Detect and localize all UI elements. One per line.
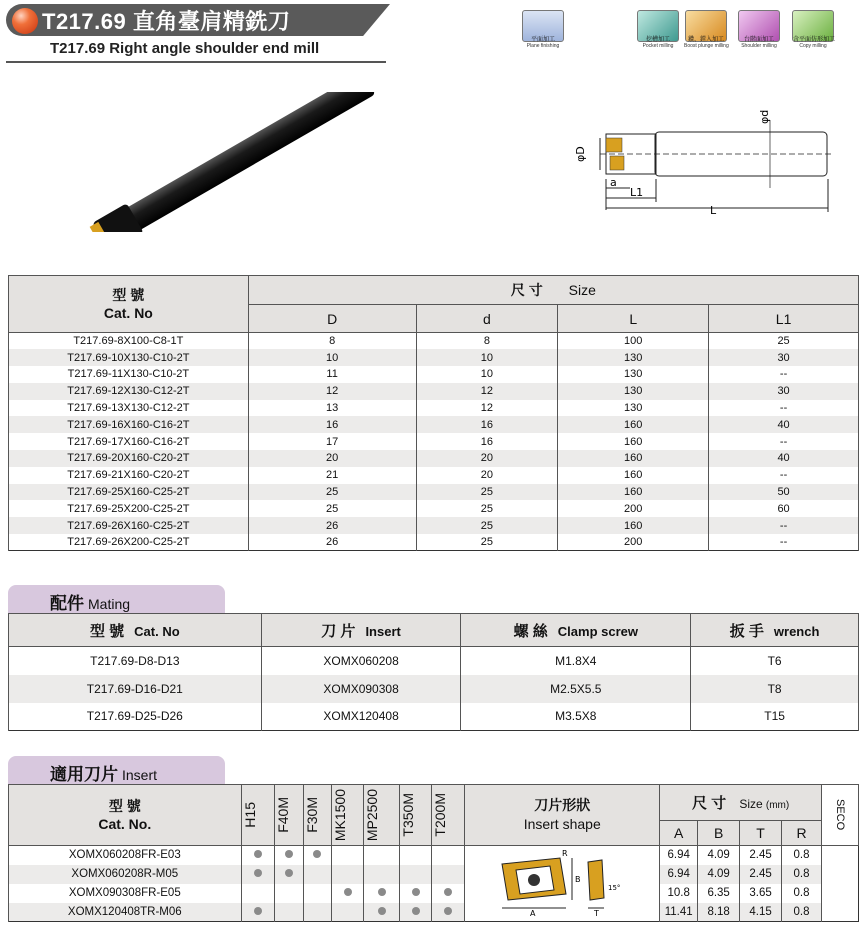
insert-shape-header: 刀片形狀 Insert shape <box>465 785 660 846</box>
grade-cell <box>241 884 274 903</box>
page-title: T217.69 直角臺肩精銑刀 <box>42 9 291 34</box>
grade-mk1500: MK1500 <box>332 785 364 846</box>
grade-cell <box>432 846 465 865</box>
grade-cell <box>241 903 274 922</box>
insert-size-cell: 0.8 <box>782 846 822 865</box>
availability-dot-icon <box>285 850 293 858</box>
size-cell: 160 <box>558 450 709 467</box>
size-cell: 16 <box>416 433 558 450</box>
size-cell: 12 <box>416 383 558 400</box>
availability-dot-icon <box>412 907 420 915</box>
size-cell: -- <box>709 517 859 534</box>
availability-dot-icon <box>378 907 386 915</box>
size-cell: -- <box>709 534 859 551</box>
size-cell: 30 <box>709 349 859 366</box>
grade-f30m: F30M <box>303 785 332 846</box>
mating-cell: T15 <box>691 703 859 731</box>
size-cell: 50 <box>709 484 859 501</box>
insert-size-cell: 0.8 <box>782 903 822 922</box>
availability-dot-icon <box>285 869 293 877</box>
insert-size-cell: 0.8 <box>782 865 822 884</box>
label-phi-D: φD <box>574 146 587 162</box>
size-cell: 11 <box>248 366 416 383</box>
grade-cell <box>432 884 465 903</box>
grade-cell <box>303 846 332 865</box>
size-col-B: B <box>698 821 740 846</box>
insert-row <box>9 903 859 922</box>
insert-size-header: 尺 寸 Size (mm) <box>660 785 822 821</box>
size-cell: 25 <box>416 534 558 551</box>
cat-no-cell: T217.69-26X160-C25-2T <box>9 517 249 534</box>
grade-t350m: T350M <box>400 785 432 846</box>
insert-size-cell: 11.41 <box>660 903 698 922</box>
size-cell: -- <box>709 467 859 484</box>
size-col-T: T <box>740 821 782 846</box>
shape-label-b: B <box>575 875 581 885</box>
shape-label-angle: 15° <box>608 884 621 893</box>
size-cell: 160 <box>558 433 709 450</box>
col-D: D <box>248 305 416 333</box>
col-L: L <box>558 305 709 333</box>
mating-row <box>9 703 859 731</box>
size-cell: 20 <box>416 467 558 484</box>
size-cell: 200 <box>558 500 709 517</box>
mating-cell: M3.5X8 <box>461 703 691 731</box>
grade-f40m: F40M <box>274 785 303 846</box>
size-cell: 25 <box>416 484 558 501</box>
grade-cell <box>364 865 400 884</box>
grade-cell <box>274 846 303 865</box>
size-col-A: A <box>660 821 698 846</box>
size-cell: 60 <box>709 500 859 517</box>
brand-cell: SECO <box>821 785 858 846</box>
cat-no-cell: T217.69-10X130-C10-2T <box>9 349 249 366</box>
grade-cell <box>400 865 432 884</box>
mating-cell: XOMX090308 <box>261 675 461 703</box>
availability-dot-icon <box>412 888 420 896</box>
grade-t200m: T200M <box>432 785 465 846</box>
size-cell: -- <box>709 366 859 383</box>
mating-cell: T8 <box>691 675 859 703</box>
size-cell: 16 <box>248 416 416 433</box>
insert-size-cell: 6.35 <box>698 884 740 903</box>
grade-h15: H15 <box>241 785 274 846</box>
cat-no-cell: T217.69-20X160-C20-2T <box>9 450 249 467</box>
insert-cat-cell: XOMX120408TR-M06 <box>9 903 242 922</box>
size-cell: 17 <box>248 433 416 450</box>
grade-cell <box>303 884 332 903</box>
grade-cell <box>303 865 332 884</box>
mating-cell: T217.69-D16-D21 <box>9 675 262 703</box>
size-cell: 30 <box>709 383 859 400</box>
size-cell: 16 <box>416 416 558 433</box>
size-cell: 40 <box>709 416 859 433</box>
shape-label-r: R <box>562 849 568 859</box>
mating-cell: XOMX060208 <box>261 647 461 675</box>
availability-dot-icon <box>313 850 321 858</box>
size-row <box>9 433 859 450</box>
mating-cell: T217.69-D25-D26 <box>9 703 262 731</box>
insert-row <box>9 846 859 865</box>
bullet-ball-icon <box>12 8 38 34</box>
size-cell: 21 <box>248 467 416 484</box>
grade-cell <box>400 884 432 903</box>
cat-no-cell: T217.69-11X130-C10-2T <box>9 366 249 383</box>
page-subtitle: T217.69 Right angle shoulder end mill <box>50 40 320 57</box>
insert-col-catno: 型 號 Cat. No. <box>9 785 242 846</box>
mating-col-screw: 螺 絲 Clamp screw <box>461 614 691 647</box>
grade-cell <box>432 903 465 922</box>
mating-cell: T6 <box>691 647 859 675</box>
dimension-drawing <box>570 100 840 225</box>
size-cell: -- <box>709 400 859 417</box>
insert-shape-icon <box>472 846 652 918</box>
size-cell: 160 <box>558 416 709 433</box>
size-cell: 8 <box>416 333 558 350</box>
size-cell: 26 <box>248 534 416 551</box>
insert-row <box>9 884 859 903</box>
size-row <box>9 484 859 501</box>
size-row <box>9 450 859 467</box>
insert-cat-cell: XOMX060208FR-E03 <box>9 846 242 865</box>
insert-size-cell: 6.94 <box>660 865 698 884</box>
cat-no-cell: T217.69-12X130-C12-2T <box>9 383 249 400</box>
insert-tab: 適用刀片 Insert <box>8 756 225 784</box>
size-cell: -- <box>709 433 859 450</box>
plane-finishing-icon: 平面加工 Plane finishing <box>521 10 565 56</box>
insert-size-cell: 6.94 <box>660 846 698 865</box>
grade-cell <box>364 903 400 922</box>
size-cell: 12 <box>248 383 416 400</box>
insert-size-cell: 2.45 <box>740 846 782 865</box>
size-row <box>9 416 859 433</box>
cat-no-cell: T217.69-16X160-C16-2T <box>9 416 249 433</box>
size-cell: 13 <box>248 400 416 417</box>
shoulder-milling-icon: 台階面加工 Shoulder milling <box>737 10 781 56</box>
mating-col-wrench: 扳 手 wrench <box>691 614 859 647</box>
insert-size-cell: 4.15 <box>740 903 782 922</box>
mating-cell: M1.8X4 <box>461 647 691 675</box>
mating-col-catno: 型 號 Cat. No <box>9 614 262 647</box>
cat-no-cell: T217.69-25X200-C25-2T <box>9 500 249 517</box>
insert-size-cell: 4.09 <box>698 846 740 865</box>
insert-shape-cell <box>465 846 660 922</box>
cat-no-header: 型 號 Cat. No <box>9 276 249 333</box>
insert-cat-cell: XOMX090308FR-E05 <box>9 884 242 903</box>
availability-dot-icon <box>378 888 386 896</box>
size-row <box>9 467 859 484</box>
col-L1: L1 <box>709 305 859 333</box>
cat-no-cell: T217.69-25X160-C25-2T <box>9 484 249 501</box>
mating-row <box>9 647 859 675</box>
label-phi-d: φd <box>758 109 771 124</box>
cat-no-cell: T217.69-21X160-C20-2T <box>9 467 249 484</box>
insert-size-cell: 10.8 <box>660 884 698 903</box>
insert-size-cell: 0.8 <box>782 884 822 903</box>
grade-cell <box>241 846 274 865</box>
size-cell: 20 <box>248 450 416 467</box>
cat-no-cell: T217.69-13X130-C12-2T <box>9 400 249 417</box>
size-cell: 8 <box>248 333 416 350</box>
copy-milling-icon: 含平面仿形加工 Copy milling <box>791 10 835 56</box>
size-row <box>9 500 859 517</box>
size-cell: 10 <box>416 349 558 366</box>
col-d: d <box>416 305 558 333</box>
label-a: a <box>610 176 617 189</box>
size-row <box>9 366 859 383</box>
availability-dot-icon <box>254 850 262 858</box>
mating-col-insert: 刀 片 Insert <box>261 614 461 647</box>
grade-cell <box>274 903 303 922</box>
size-cell: 160 <box>558 517 709 534</box>
pocket-milling-icon: 挖槽加工 Pocket milling <box>636 10 680 56</box>
availability-dot-icon <box>444 888 452 896</box>
cat-no-cell: T217.69-8X100-C8-1T <box>9 333 249 350</box>
grade-cell <box>274 884 303 903</box>
size-cell: 25 <box>416 500 558 517</box>
size-cell: 40 <box>709 450 859 467</box>
size-cell: 200 <box>558 534 709 551</box>
size-cell: 130 <box>558 383 709 400</box>
size-cell: 130 <box>558 400 709 417</box>
label-L: L <box>710 204 717 217</box>
size-cell: 26 <box>248 517 416 534</box>
mating-cell: M2.5X5.5 <box>461 675 691 703</box>
mating-row <box>9 675 859 703</box>
availability-dot-icon <box>254 869 262 877</box>
grade-cell <box>400 903 432 922</box>
size-row <box>9 517 859 534</box>
grade-cell <box>332 903 364 922</box>
mating-cell: XOMX120408 <box>261 703 461 731</box>
size-cell: 12 <box>416 400 558 417</box>
label-L1: L1 <box>630 186 644 199</box>
insert-cat-cell: XOMX060208R-M05 <box>9 865 242 884</box>
insert-size-cell: 8.18 <box>698 903 740 922</box>
shape-label-a: A <box>530 909 536 919</box>
title-underline <box>6 61 386 63</box>
grade-cell <box>241 865 274 884</box>
size-col-R: R <box>782 821 822 846</box>
size-cell: 25 <box>416 517 558 534</box>
grade-cell <box>364 884 400 903</box>
grade-cell <box>332 865 364 884</box>
size-cell: 25 <box>709 333 859 350</box>
size-row <box>9 400 859 417</box>
size-cell: 10 <box>248 349 416 366</box>
availability-dot-icon <box>344 888 352 896</box>
cat-no-cell: T217.69-17X160-C16-2T <box>9 433 249 450</box>
mating-table <box>8 613 859 731</box>
insert-size-cell: 4.09 <box>698 865 740 884</box>
availability-dot-icon <box>254 907 262 915</box>
availability-dot-icon <box>444 907 452 915</box>
grade-mp2500: MP2500 <box>364 785 400 846</box>
size-cell: 25 <box>248 484 416 501</box>
insert-row <box>9 865 859 884</box>
grade-cell <box>332 846 364 865</box>
size-cell: 100 <box>558 333 709 350</box>
cat-no-cell: T217.69-26X200-C25-2T <box>9 534 249 551</box>
size-table <box>8 275 859 551</box>
size-cell: 10 <box>416 366 558 383</box>
mating-tab: 配件 Mating <box>8 585 225 613</box>
size-cell: 160 <box>558 484 709 501</box>
end-mill-photo <box>80 92 390 232</box>
size-row <box>9 349 859 366</box>
grade-cell <box>432 865 465 884</box>
size-cell: 130 <box>558 366 709 383</box>
plunge-milling-icon: 鑽、鏜入加工 Boost plunge milling <box>684 10 728 56</box>
insert-size-cell: 3.65 <box>740 884 782 903</box>
size-cell: 20 <box>416 450 558 467</box>
size-cell: 160 <box>558 467 709 484</box>
grade-cell <box>274 865 303 884</box>
shape-label-t: T <box>594 909 600 919</box>
mating-cell: T217.69-D8-D13 <box>9 647 262 675</box>
size-row <box>9 383 859 400</box>
grade-cell <box>364 846 400 865</box>
size-row <box>9 333 859 350</box>
size-cell: 130 <box>558 349 709 366</box>
grade-cell <box>332 884 364 903</box>
grade-cell <box>400 846 432 865</box>
grade-cell <box>303 903 332 922</box>
size-cell: 25 <box>248 500 416 517</box>
insert-table <box>8 784 859 922</box>
size-row <box>9 534 859 551</box>
size-header: 尺 寸 Size <box>248 276 858 305</box>
insert-size-cell: 2.45 <box>740 865 782 884</box>
